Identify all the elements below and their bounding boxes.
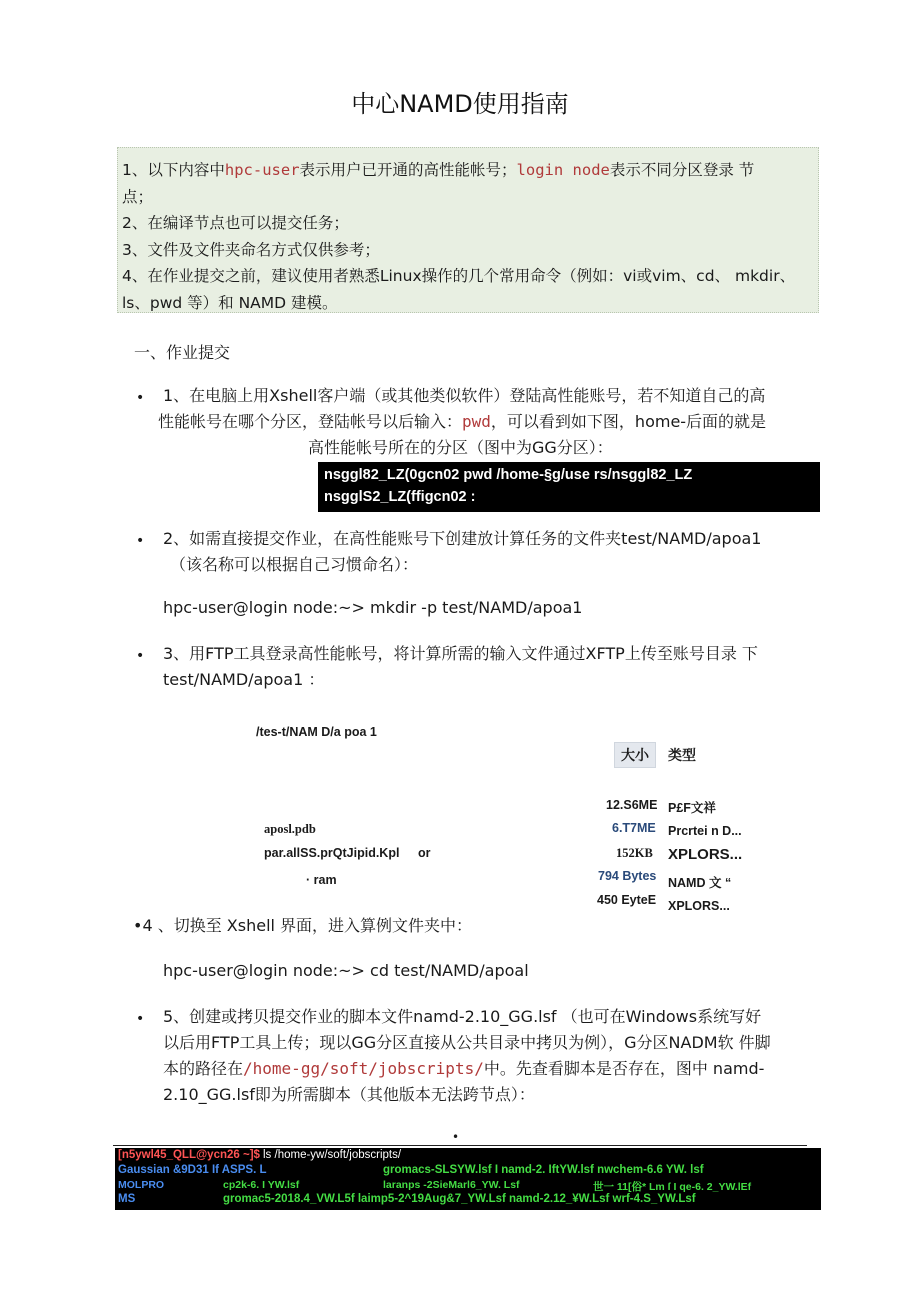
step2-line1: 2、如需直接提交作业，在高性能账号下创建放计算任务的文件夹test/NAMD/apoa1 (163, 529, 762, 548)
step5-line4: 2.10_GG.lsf即为所需脚本（其他版本无法跨节点）： (163, 1085, 535, 1104)
ftp-header-type[interactable]: 类型 (668, 747, 696, 763)
step2-line2: （该名称可以根据自己习惯命名）： (170, 555, 419, 574)
note-code-login-node: login node (516, 161, 610, 179)
step3-line2: test/NAMD/apoa1 ： (163, 670, 325, 689)
page-title: 中心NAMD使用指南 (351, 90, 569, 118)
terminal-dir-entry: MOLPRO (118, 1179, 165, 1191)
ftp-file-type: Prcrtei n D... (668, 824, 742, 838)
note-line-2: 点； (122, 187, 154, 206)
ftp-file-name[interactable]: · ram (306, 873, 337, 887)
note-text: 表示不同分区登录 节 (609, 161, 755, 179)
terminal-file-entry: 世一 11[俗* Lm ſ I qe-6. 2_YW.lEf (593, 1181, 752, 1193)
step5-line1: 5、创建或拷贝提交作业的脚本文件namd-2.10_GG.lsf （也可在Windows系统写好 (163, 1007, 762, 1026)
step4-command: hpc-user@login node:~> cd test/NAMD/apoal (163, 961, 529, 980)
terminal-prompt: [n5ywl45_QLL@ycn26 ~]$ (118, 1149, 260, 1161)
ftp-file-name[interactable]: par.allSS.prQtJipid.Kpl (264, 846, 400, 860)
step1-text: ，可以看到如下图，home-后面的就是 (490, 412, 767, 431)
ftp-file-size: 152KB (616, 846, 653, 860)
terminal-dir-entry: Gaussian &9D31 If ASPS. L (118, 1164, 267, 1176)
note-code-hpc-user: hpc-user (224, 161, 300, 179)
notes-box (117, 147, 819, 313)
terminal-file-entry: laranps -2SieMarl6_YW. Lsf (383, 1179, 520, 1191)
step5-text: 中。先查看脚本是否存在，图中 namd- (483, 1059, 765, 1078)
ftp-file-size: 794 Bytes (598, 869, 657, 883)
terminal-line: nsggl82_LZ(0gcn02 pwd /home-§g/use rs/nsggl82_LZ (324, 467, 693, 483)
divider-line (113, 1145, 807, 1146)
step3-line1: 3、用FTP工具登录高性能帐号，将计算所需的输入文件通过XFTP上传至账号目录 下 (163, 644, 758, 663)
step4-line1: •4 、切换至 Xshell 界面，进入算例文件夹中： (133, 916, 473, 935)
terminal-dir-entry: MS (118, 1193, 136, 1205)
note-line-6: ls、pwd 等）和 NAMD 建模。 (122, 293, 338, 312)
terminal-screenshot-ls (115, 1148, 821, 1210)
ftp-file-size: 6.T7ME (612, 821, 656, 835)
step1-line3: 高性能帐号所在的分区（图中为GG分区）： (308, 438, 613, 457)
step5-text: 本的路径在 (163, 1059, 244, 1078)
ftp-file-type: XPLORS... (668, 899, 730, 913)
note-line-4: 3、文件及文件夹命名方式仅供参考； (122, 240, 380, 259)
step1-line1: 1、在电脑上用Xshell客户端（或其他类似软件）登陆高性能账号，若不知道自己的高 (163, 386, 766, 405)
bullet-icon: • (136, 390, 145, 406)
terminal-line: nsgglS2_LZ(ffigcn02 : (324, 489, 476, 505)
terminal-screenshot-pwd (318, 462, 820, 512)
terminal-file-entry: cp2k-6. I YW.lsf (223, 1179, 300, 1191)
note-line-5: 4、在作业提交之前，建议使用者熟悉Linux操作的几个常用命令（例如：vi或vim、cd、 mkdir、 (122, 267, 796, 285)
ftp-file-type: NAMD 文 “ (668, 876, 732, 890)
ftp-or-label: or (418, 846, 431, 860)
terminal-command: ls /home-yw/soft/jobscripts/ (263, 1149, 402, 1161)
step5-line2: 以后用FTP工具上传；现以GG分区直接从公共目录中拷贝为例），G分区NADM软 件脚 (163, 1033, 771, 1052)
step1-text: 性能帐号在哪个分区，登陆帐号以后输入： (158, 412, 463, 431)
bullet-icon: • (136, 648, 145, 664)
note-line-3: 2、在编译节点也可以提交任务； (122, 214, 349, 232)
ftp-file-size: 12.S6ME (606, 798, 658, 812)
terminal-file-entry: gromac5-2018.4_VW.L5f laimp5-2^19Aug&7_YW.Lsf namd-2.12_¥W.Lsf wrf-4.S_YW.Lsf (223, 1193, 696, 1205)
ftp-file-name[interactable]: aposl.pdb (264, 822, 316, 836)
step2-command: hpc-user@login node:~> mkdir -p test/NAMD/apoa1 (163, 598, 583, 617)
ftp-path: /tes-t/NAM D/a poa 1 (256, 725, 377, 739)
ftp-file-type: XPLORS... (668, 846, 743, 863)
step5-line3 (163, 1056, 764, 1083)
code-jobscripts-path: /home-gg/soft/jobscripts/ (243, 1059, 484, 1078)
note-text: 1、以下内容中 (122, 161, 225, 179)
divider-dot: • (452, 1130, 460, 1144)
ftp-header-size[interactable]: 大小 (614, 742, 656, 768)
note-text: 表示用户已开通的高性能帐号； (299, 161, 517, 179)
ftp-file-size: 450 EyteE (597, 893, 657, 907)
bullet-icon: • (136, 533, 145, 549)
terminal-file-entry: gromacs-SLSYW.lsf I namd-2. IftYW.lsf nwchem-6.6 YW. lsf (383, 1164, 704, 1176)
note-line-1 (122, 157, 814, 184)
code-pwd: pwd (462, 412, 491, 431)
step1-line2 (158, 409, 766, 436)
ftp-file-type: P£F文祥 (668, 801, 716, 815)
bullet-icon: • (136, 1011, 145, 1027)
section-heading-job-submit: 一、作业提交 (134, 343, 231, 362)
